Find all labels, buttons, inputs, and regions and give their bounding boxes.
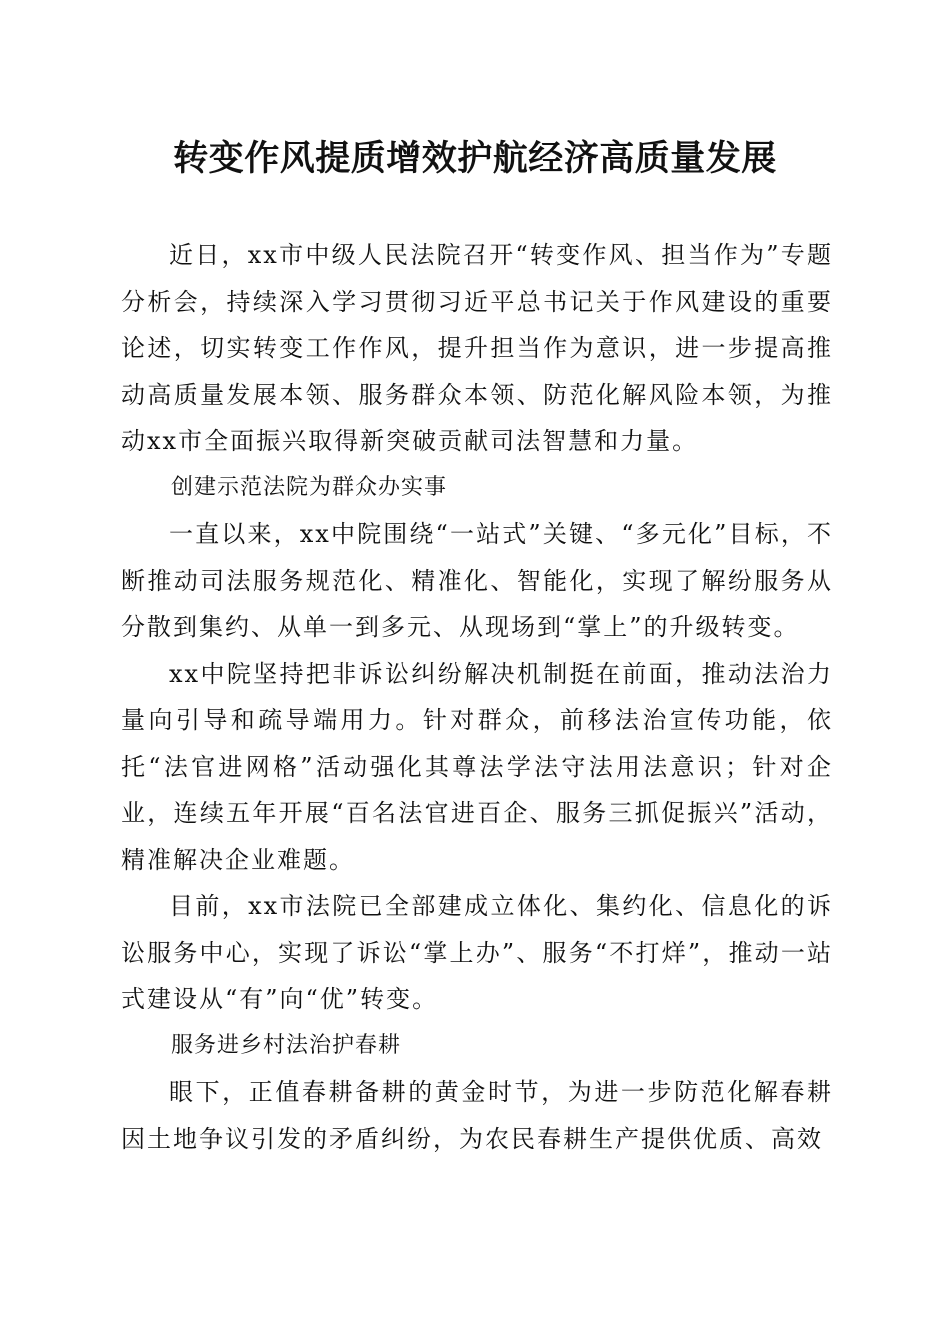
section-heading-rural-service: 服务进乡村法治护春耕 — [171, 1032, 402, 1058]
document-body — [121, 232, 833, 1162]
paragraph-spring-farming: 眼下，正值春耕备耕的黄金时节，为进一步防范化解春耕因土地争议引发的矛盾纠纷，为农民春耕生产提供优质、高效 — [121, 1078, 833, 1153]
section-heading-model-court: 创建示范法院为群众办实事 — [171, 474, 448, 500]
paragraph-service-center: 目前，xx市法院已全部建成立体化、集约化、信息化的诉讼服务中心，实现了诉讼“掌上办”、服务“不打烊”，推动一站式建设从“有”向“优”转变。 — [121, 892, 833, 1013]
paragraph-non-litigation: xx中院坚持把非诉讼纠纷解决机制挺在前面，推动法治力量向引导和疏导端用力。针对群众，前移法治宣传功能，依托“法官进网格”活动强化其尊法学法守法用法意识；针对企业，连续五年开展“百名法官进百企、服务三抓促振兴”活动，精准解决企业难题。 — [121, 659, 833, 874]
document-title: 转变作风提质增效护航经济高质量发展 — [173, 138, 777, 179]
paragraph-one-stop: 一直以来，xx中院围绕“一站式”关键、“多元化”目标，不断推动司法服务规范化、精准化、智能化，实现了解纷服务从分散到集约、从单一到多元、从现场到“掌上”的升级转变。 — [121, 520, 833, 641]
paragraph-intro: 近日，xx市中级人民法院召开“转变作风、担当作为”专题分析会，持续深入学习贯彻习近平总书记关于作风建设的重要论述，切实转变工作作风，提升担当作为意识，进一步提高推动高质量发展本领、服务群众本领、防范化解风险本领，为推动xx市全面振兴取得新突破贡献司法智慧和力量。 — [121, 241, 833, 455]
